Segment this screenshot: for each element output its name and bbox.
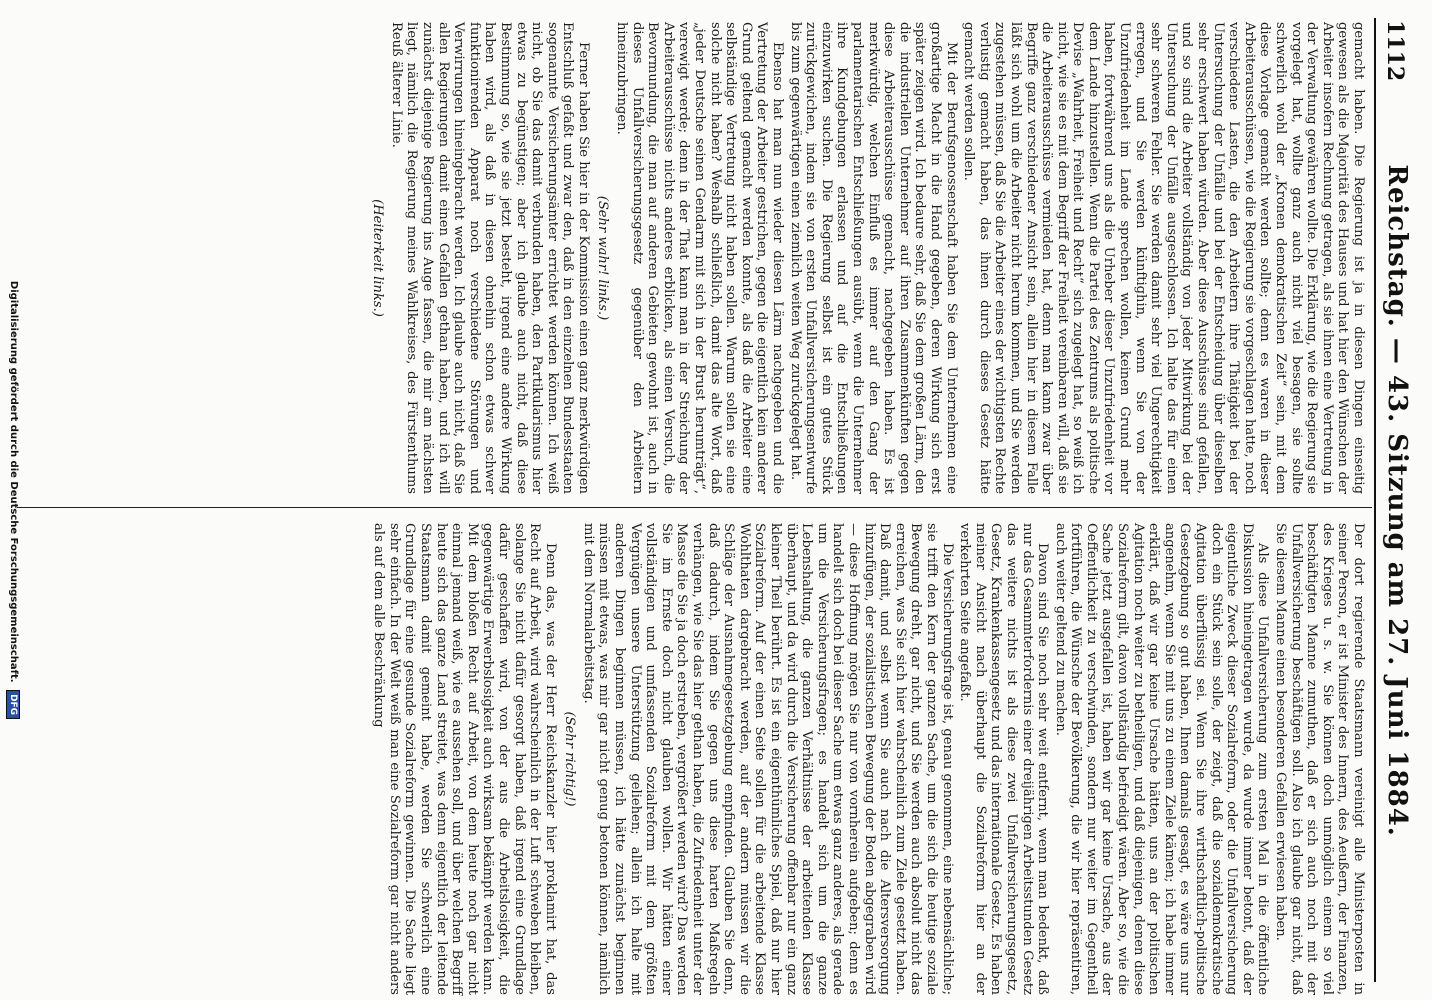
page-header xyxy=(1382,20,1416,980)
column-divider xyxy=(17,507,1372,508)
paragraph: gemacht haben. Die Regierung ist ja in diesen Dingen einseitig gewesen als die Majorität des Hauses und hat hier den Wünschen der Arbeiter insofern Rechnung getragen, als sie ihnen eine Vertretung in der Verwaltung gewähren wollte. Die Erklärung, wie die Regierung sie vorgelegt hat, wollte ganz auch nicht viel besagen, sie sollte schwerlich wohl der „Kronen demokratischen Zeit“ sein, mit dem diese Vorlage gemacht werden sollte; denn es waren in dieser Arbeiterausschüssen, wie die Regierung sie vorgeschlagen hatte, noch verschiedene Lasten, die den Arbeitern ihre Thätigkeit bei der Untersuchung der Unfälle und bei der Entscheidung über dieselben sehr erschwert haben würden. Aber diese Ausschüsse sind gefallen, und so sind die Arbeiter vollständig von jeder Mitwirkung bei der Untersuchung der Unfälle ausgeschlossen. Ich halte das für einen sehr schweren Fehler. Sie werden damit sehr viel Ungerechtigkeit erregen, und Sie werden künftighin, wenn Sie von der Unzufriedenheit im Lande sprechen wollen, keinen Grund mehr haben, fortwährend uns als die Urheber dieser Unzufriedenheit vor dem Lande hinzustellen. Wenn die Partei des Zentrums als politische Devise „Wahrheit, Freiheit und Recht“ sich zugelegt hat, so weiß ich nicht, wie sie es mit dem Begriff der Freiheit vereinbaren will, daß sie die Arbeiterausschüsse vermieden hat, denn man kann zwar über Begriffe ganz verschiedener Ansicht sein, allein hier in diesem Falle läßt sich wohl um die Arbeiter nicht herum kommen, und Sie werden zugestehen müssen, daß Sie die Arbeiter eines der wichtigsten Rechte verlustig gemacht haben, das ihnen durch dieses Gesetz hätte gemacht werden sollen. xyxy=(961,22,1366,494)
interjection: (Sehr richtig!) xyxy=(562,711,578,807)
digitization-credit xyxy=(4,0,20,1000)
paragraph: Mit der Berufsgenossenschaft haben Sie dem Unternehmen eine großartige Macht in die Hand gegeben, deren Wirkung sich erst später zeigen wird. Ich bedaure sehr, daß Sie dem großen Lärm, den die industriellen Unternehmer auf ihren Zusammenkünften gegen diese Arbeiterausschüsse gemacht, nachgegeben haben. Es ist merkwürdig, welchen Einfluß es immer auf den Gang der parlamentarischen Entschließungen ausübt, wenn die Unternehmer ihre Kundgebungen erlassen und auf die Entschließungen einzuwirken suchen. Die Regierung selbst ist ein gutes Stück zurückgewichen, indem sie von ersten Unfallversicherungsentwurfe bis zum gegenwärtigen einen ziemlich weiten Weg zurückgelegt hat. xyxy=(787,22,959,494)
paragraph: Der dort regierende Staatsmann vereinigt alle Ministerposten in seiner Person, er ist Minister des Innern, des Aeußern, der Finanzen, des Krieges u. s. w. Sie können doch unmöglich einem so viel beschäftigten Manne zumuthen, daß er sich auch noch mit der Unfallversicherung beschäftigen soll. Also ich glaube gar nicht, daß Sie diesem Manne einen besonderen Gefallen erwiesen haben. xyxy=(1273,523,1366,995)
page-number: 1112 xyxy=(1382,20,1408,82)
interjection: (Sehr wahr! links.) xyxy=(595,195,611,321)
credit-text: Digitalisierung gefördert durch die Deutsche Forschungsgemeinschaft. xyxy=(8,280,19,683)
paragraph: Ferner haben Sie hier in der Kommission einen ganz merkwürdigen Entschluß gefaßt und zwar den, daß in den einzelnen Bundesstaaten sogenannte Versicherungsämter errichtet werden können. Ich weiß nicht, ob Sie das damit verbunden haben, den Partikularismus hier etwas zu begünstigen; aber ich glaube auch nicht, daß diese Bestimmung so, wie sie jetzt besteht, irgend eine andere Wirkung haben wird, als daß in diesen ohnehin schon etwas schwer funktionirenden Apparat noch verschiedene Störungen und Verwirrungen hineingebracht werden. Ich glaube auch nicht, daß Sie allen Regierungen damit einen Gefallen gethan haben, und ich will zunächst diejenige Regierung ins Auge fassen, die mir am nächsten liegt, nämlich die Regierung meines Wahlkreises, des Fürstenthums Reuß älterer Linie. xyxy=(388,22,591,494)
right-column xyxy=(371,523,1366,995)
page-title: Reichstag. — 43. Sitzung am 27. Juni 1884. xyxy=(1382,164,1412,837)
paragraph: Denn das, was der Herr Reichskanzler hier proklamirt hat, das Recht auf Arbeit, wird wahrscheinlich in der Luft schweben bleiben, solange Sie nicht dafür gesorgt haben, daß irgend eine Grundlage dafür geschaffen wird, von der aus die Arbeitslosigkeit, die gegenwärtige Erwerbslosigkeit auch wirksam bekämpft werden kann. Mit dem bloßen Recht auf Arbeit, von dem heute noch gar nicht einmal jemand weiß, wie es aussehen soll, und über welchen Begriff heute sich das ganze Land streitet, was denn eigentlich der leitende Staatsmann damit gemeint habe, werden Sie schwerlich eine Grundlage für eine gesunde Sozialreform gewinnen. Die Sache liegt sehr einfach. In der Welt weiß man eine Sozialreform gar nicht anders als auf dem alle Beschränkung xyxy=(371,523,558,995)
paragraph: Als diese Unfallversicherung zum ersten Mal in die öffentliche Diskussion hineingetragen wurde, da wurde immer betont, daß der eigentliche Zweck dieser Sozialreform, oder die Unfallversicherung doch ein Stück sein solle, der zeigt, daß die sozialdemokratische Agitation überflüssig sei. Wenn Sie ihre wirthschaftlich-politische Gesetzgebung so gut haben, Ihnen damals gesagt, es wäre uns nur angenehm, wenn Sie mit uns zu einem Ziele kämen; ich habe immer erklärt, daß wir gar keine Ursache hätten, uns an der politischen Agitation noch weiter zu betheiligen, und daß diejenigen, denen diese Sozialreform gilt, davon vollständig befriedigt wären. Aber so, wie die Sache jetzt ausgefallen ist, haben wir gar keine Ursache, aus der Oeffentlichkeit zu verschwinden, sondern nur weiter im Gegentheil fortführen, die Wünsche der Bevölkerung, die wir hier repräsentiren, auch weiter geltend zu machen. xyxy=(1052,523,1271,995)
paragraph: Ebenso hat man nun wieder diesen Lärm nachgegeben und die Vertretung der Arbeiter gestrichen, gegen die eigentlich kein anderer Grund geltend gemacht werden konnte, als daß die Arbeiter eine selbständige Vertretung nicht haben sollen. Warum sollen sie eine solche nicht haben? Weshalb schließlich, damit das alte Wort, daß „jeder Deutsche seinen Gendarm mit sich in der Brust herumträgt“, verewigt werde; denn in der That kann man in der Streichung der Arbeiterausschüsse nichts anderes erblicken, als einen Versuch, die Bevormundung, die man auf anderen Gebieten gewohnt ist, auch in dieses Unfallversicherungsgesetz gegenüber den Arbeitern hineinzubringen. xyxy=(614,22,786,494)
paragraph: Die Versicherungsfrage ist, genau genommen, eine nebensächliche; sie trifft den Kern der ganzen Sache, um die sich die heutige soziale Bewegung dreht, gar nicht, und Sie werden auch absolut nicht das erreichen, was Sie sich hier wahrscheinlich zum Ziele gesetzt haben. Daß damit, und selbst wenn Sie auch nach die Altersversorgung hinzufügen, der sozialistischen Bewegung der Boden abgegraben wird — diese Hoffnung mögen Sie nur von vornherein aufgeben; denn es handelt sich doch bei dieser Sache um etwas ganz anderes, als gerade um die Versicherungsfragen; es handelt sich um die ganze Lebenshaltung, die ganzen Verhältnisse der arbeitenden Klasse überhaupt, und da wird durch die Versicherung offenbar nur ein ganz kleiner Theil berührt. Es ist ein eigenthümliches Spiel, daß nur hier Sozialreform. Auf der einen Seite sollen für die arbeitende Klasse Wohlthaten dargebracht werden, auf der andern müssen wir die Schläge der Ausnahmegesetzgebung empfinden. Glauben Sie denn, daß dadurch, indem Sie gegen uns diese harten Maßregeln verhängen, wie Sie das hier gethan haben, die Zufriedenheit unter der Masse die Sie ja doch erstreben, vergrößert werden wird? Das werden Sie im Ernste doch nicht glauben wollen. Wir hätten einer vollständigen und umfassenden Sozialreform mit dem größten Vergnügen unsere Unterstützung geliehen; allein ich halte mit anderen Dingen beginnen müssen, ich hätte zunächst beginnen müssen mit etwas, was mir gar nicht genug betonen können, nämlich mit dem Normalarbeitstag. xyxy=(580,523,955,995)
left-column xyxy=(366,22,1366,494)
interjection: (Heiterkeit links.) xyxy=(370,199,386,317)
dfg-logo: DFG xyxy=(6,690,20,719)
paragraph: Davon sind Sie noch sehr weit entfernt, wenn man bedenkt, daß nur das Gesammterfordernis einer dreijährigen Arbeitsstunden Gesetz das weitere nichts ist als diese zwei Unfallversicherungsgesetz, Gesetz, Krankenkassengesetz und das internationale Gesetz. Es haben meiner Ansicht nach überhaupt die Sozialreform hier an der verkehrten Seite angefaßt. xyxy=(957,523,1051,995)
header-rule xyxy=(1374,18,1376,982)
